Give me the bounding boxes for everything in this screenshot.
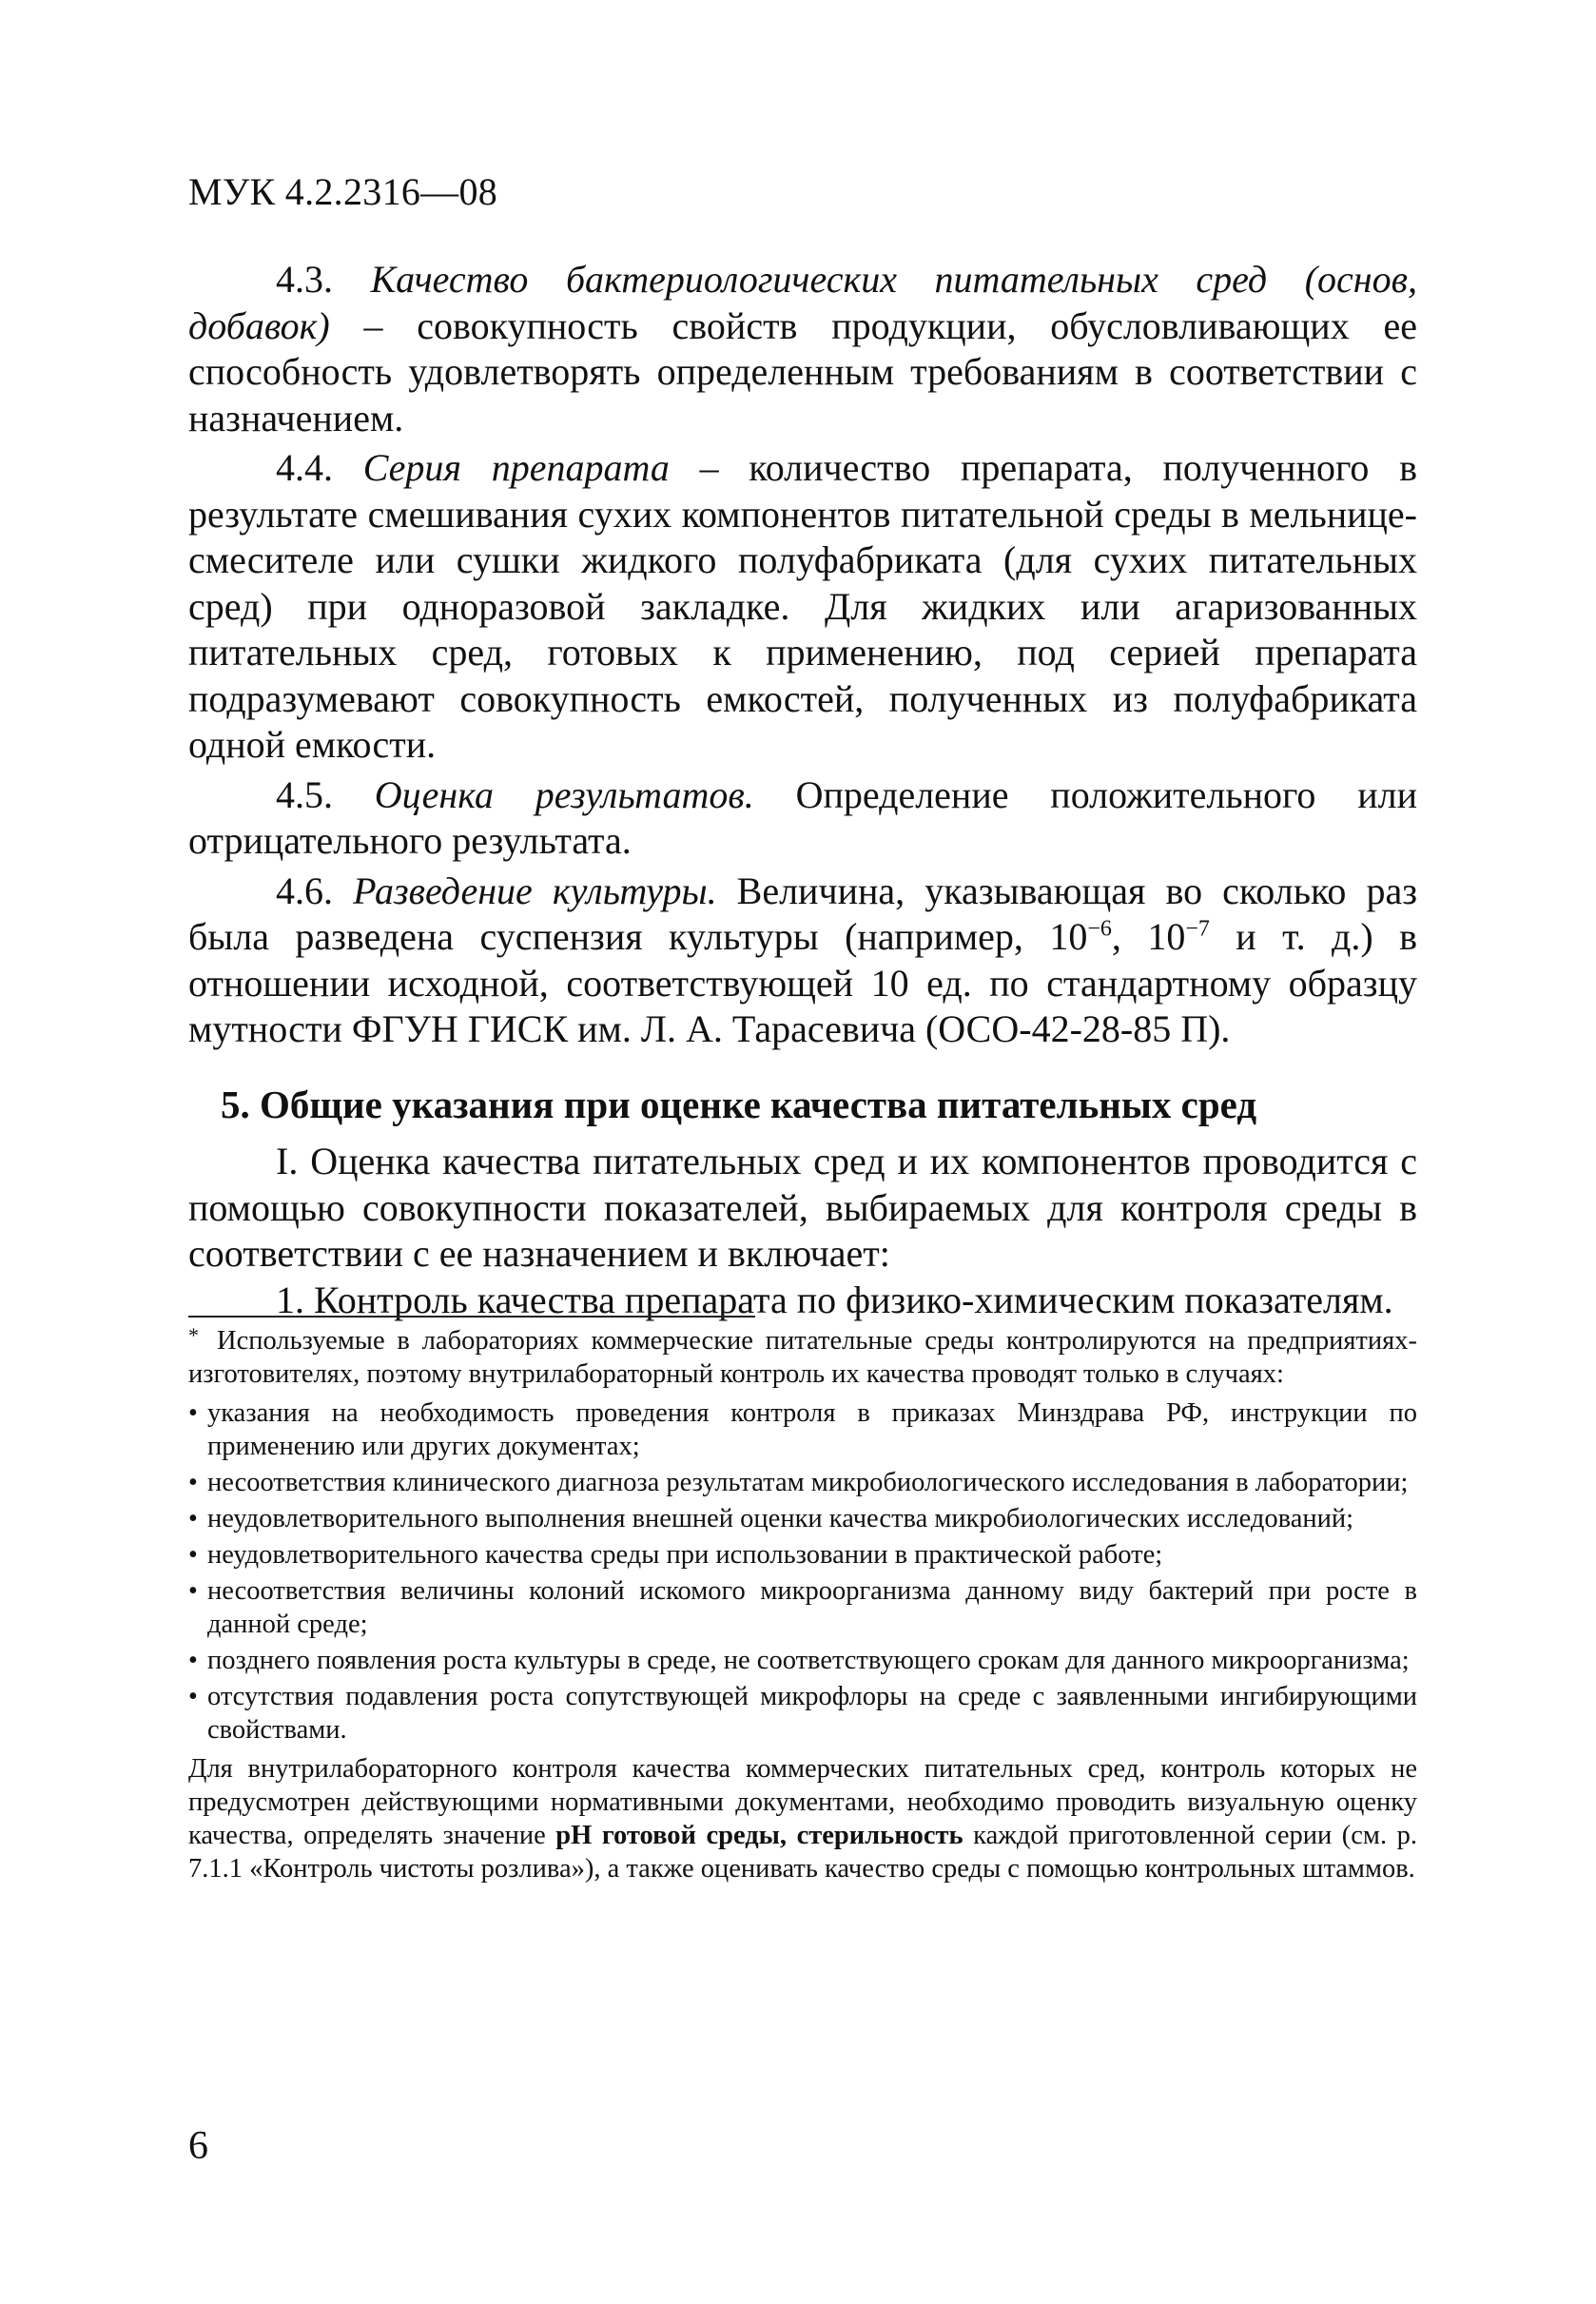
page-number: 6 (188, 2124, 208, 2168)
term: Оценка результатов. (374, 772, 754, 816)
main-text (188, 257, 1417, 1323)
paragraph-4-3: 4.3. Качество бактериологических питательных сред (основ, добавок) – совокупность свойств продукции, обусловливающих ее способность удовлетворять определенным требованиям в соответствии с назначением. (188, 258, 1417, 439)
footnote-intro: * Используемые в лабораториях коммерческие питательные среды контролируются на предприятиях-изготовителях, поэтому внутрилабораторный контроль их качества проводят только в случаях: (188, 1324, 1417, 1391)
list-item: • позднего появления роста культуры в среде, не соответствующего срокам для данного микроорганизма; (188, 1644, 1417, 1677)
exponent: −7 (1185, 916, 1210, 942)
footnote-mark: * (188, 1323, 199, 1347)
list-item: • отсутствия подавления роста сопутствующей микрофлоры на среде с заявленными ингибирующими свойствами. (188, 1680, 1417, 1747)
footnote-block (188, 1324, 1417, 1885)
paragraph-4-5: 4.5. Оценка результатов. Определение положительного или отрицательного результата. (188, 772, 1417, 862)
list-item: • неудовлетворительного выполнения внешней оценки качества микробиологических исследований; (188, 1502, 1417, 1535)
list-item: • несоответствия клинического диагноза результатам микробиологического исследования в лаборатории; (188, 1466, 1417, 1499)
section-5-intro: I. Оценка качества питательных сред и их компонентов проводится с помощью совокупности показателей, выбираемых для контроля среды в соответствии с ее назначением и включает: (188, 1140, 1417, 1275)
section-5-item-1: 1. Контроль качества препарата по физико-химическим показателям. (276, 1278, 1393, 1321)
emphasis: рН готовой среды, стерильность (555, 1821, 963, 1850)
paragraph-4-4: 4.4. Серия препарата – количество препарата, полученного в результате смешивания сухих компонентов питательной среды в мельнице-смесителе или сушки жидкого полуфабриката (для сухих питательных сред) при одноразовой закладке. Для жидких или агаризованных питательных сред, готовых к применению, под серией препарата подразумевают совокупность емкостей, полученных из полуфабриката одной емкости. (188, 446, 1417, 766)
document-header: МУК 4.2.2316—08 (188, 170, 498, 213)
exponent: −6 (1087, 916, 1112, 942)
list-item: • неудовлетворительного качества среды при использовании в практической работе; (188, 1538, 1417, 1572)
footnote-closing: Для внутрилабораторного контроля качества коммерческих питательных сред, контроль которых не предусмотрен действующими нормативными документами, необходимо проводить визуальную оценку качества, определять значение рН готовой среды, стерильность каждой приготовленной серии (см. р. 7.1.1 «Контроль чистоты розлива»), а также оценивать качество среды с помощью контрольных штаммов. (188, 1754, 1417, 1884)
section-5-title: 5. Общие указания при оценке качества питательных сред (221, 1082, 1257, 1126)
paragraph-4-6: 4.6. Разведение культуры. Величина, указывающая во сколько раз была разведена суспензия культуры (например, $10^{-6}$, $10^{-7}$ и т. д.) в отношении исходной, соответствующей 10 ед. по стандартному образцу мутности ФГУН ГИСК им. Л. А. Тарасевича (ОСО-42-28-85 П). (188, 869, 1418, 1050)
footnote-bullet-list (188, 1396, 1417, 1747)
term: Качество бактериологических питательных сред (основ, добавок) (188, 258, 1417, 347)
footnote-divider (188, 1316, 755, 1318)
term: Серия препарата (362, 446, 670, 489)
list-item: • указания на необходимость проведения контроля в приказах Минздрава РФ, инструкции по применению или других документах; (188, 1396, 1417, 1463)
term: Разведение культуры. (353, 869, 717, 912)
list-item: • несоответствия величины колоний искомого микроорганизма данному виду бактерий при росте в данной среде; (188, 1574, 1417, 1641)
